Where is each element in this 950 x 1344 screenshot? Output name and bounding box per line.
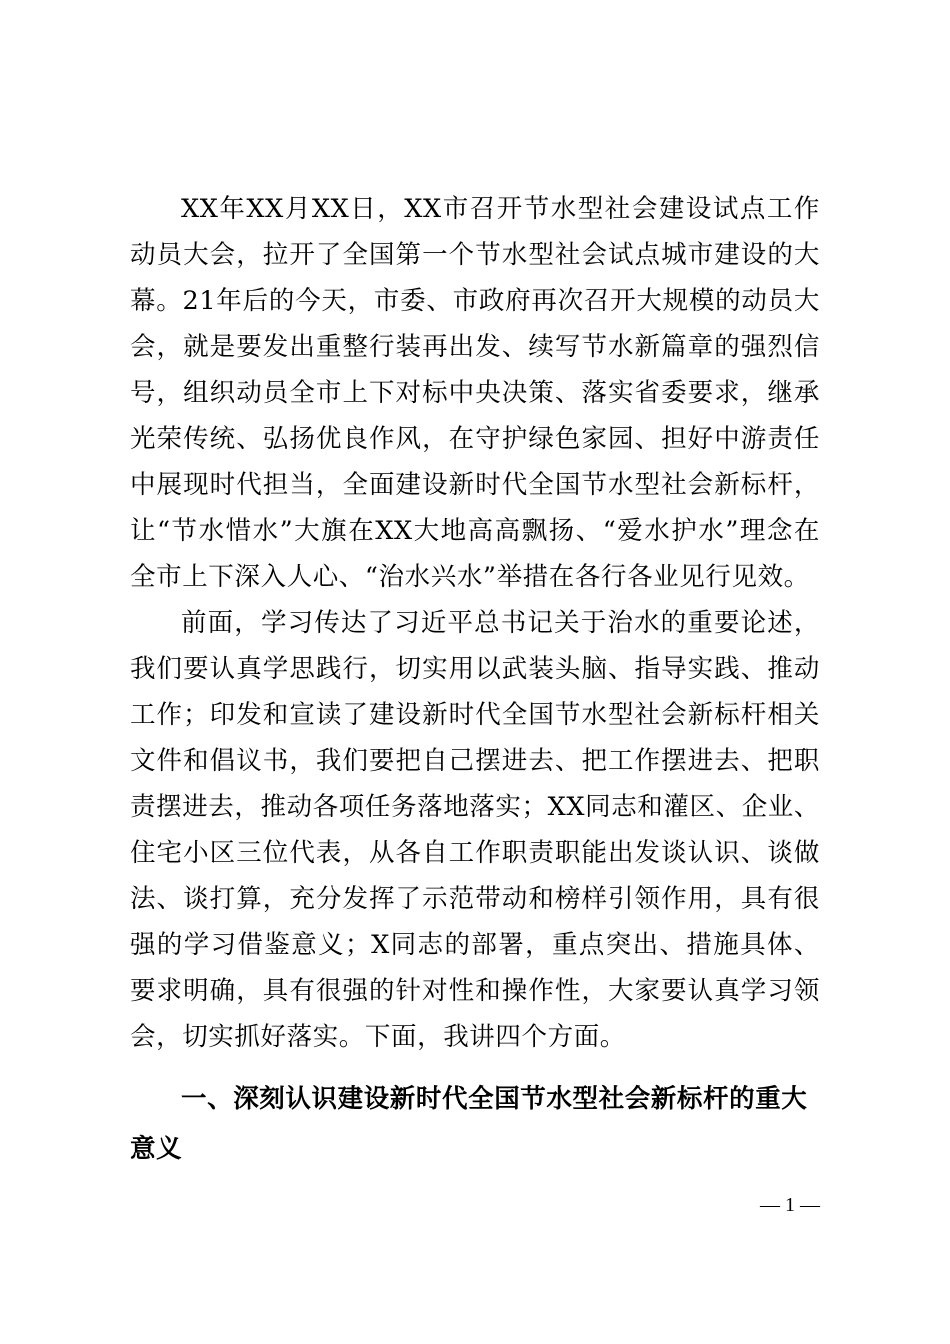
- page-number: — 1 —: [760, 1194, 820, 1216]
- paragraph-opening: XX年XX月XX日，XX市召开节水型社会建设试点工作动员大会，拉开了全国第一个节水型社会试点城市建设的大幕。21年后的今天，市委、市政府再次召开大规模的动员大会，就是要发出重整行装再出发、续写节水新篇章的强烈信号，组织动员全市上下对标中央决策、落实省委要求，继承光荣传统、弘扬优良作风，在守护绿色家园、担好中游责任中展现时代担当，全面建设新时代全国节水型社会新标杆，让“节水惜水”大旗在XX大地高高飘扬、“爱水护水”理念在全市上下深入人心、“治水兴水”举措在各行各业见行见效。: [130, 194, 820, 592]
- paragraph-review: 前面，学习传达了习近平总书记关于治水的重要论述，我们要认真学思践行，切实用以武装头脑、指导实践、推动工作；印发和宣读了建设新时代全国节水型社会新标杆相关文件和倡议书，我们要把自己摆进去、把工作摆进去、把职责摆进去，推动各项任务落地落实；XX同志和灌区、企业、住宅小区三位代表，从各自工作职责职能出发谈认识、谈做法、谈打算，充分发挥了示范带动和榜样引领作用，具有很强的学习借鉴意义；X同志的部署，重点突出、措施具体、要求明确，具有很强的针对性和操作性，大家要认真学习领会，切实抓好落实。下面，我讲四个方面。: [130, 608, 821, 1052]
- section-heading: 一、深刻认识建设新时代全国节水型社会新标杆的重大意义: [130, 1084, 808, 1164]
- document-body: [130, 186, 820, 1174]
